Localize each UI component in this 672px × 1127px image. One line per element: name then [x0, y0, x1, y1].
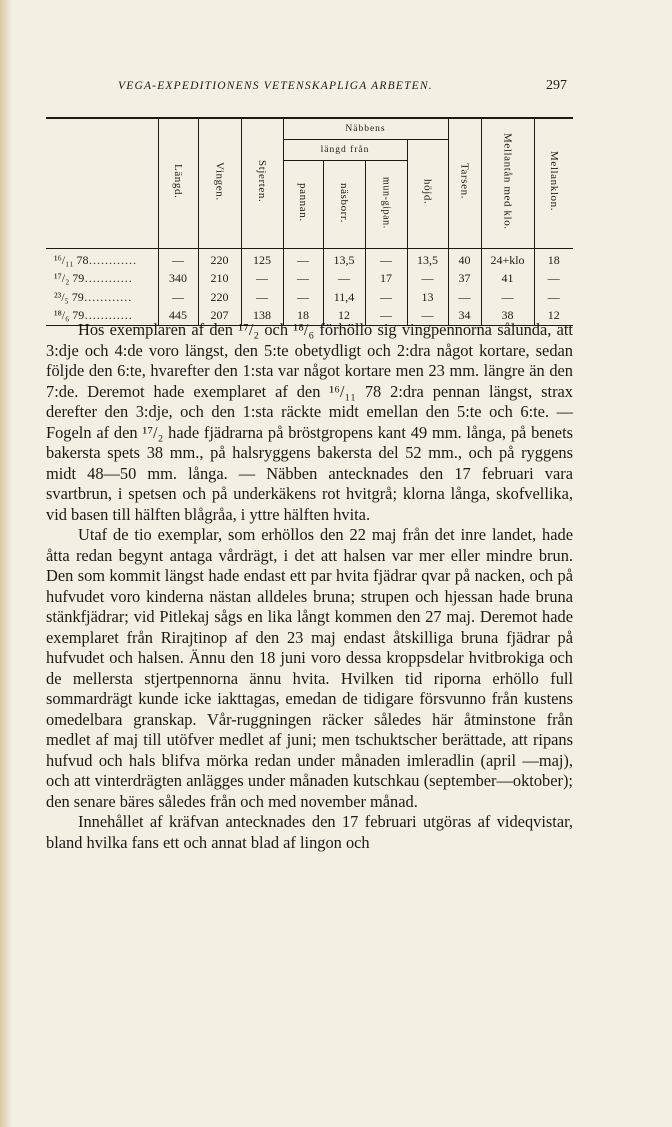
- col-header-mellanklon: Mellanklon.: [534, 118, 573, 249]
- cell-mungipan: —: [365, 307, 407, 326]
- cell-hojd: 13: [407, 288, 448, 307]
- cell-nasborr: 12: [323, 307, 365, 326]
- cell-stjerten: 125: [241, 249, 283, 270]
- cell-nasborr: —: [323, 270, 365, 289]
- col-header-stjerten: Stjerten.: [241, 118, 283, 249]
- row-date: ¹⁶/₁₁ 78…………: [54, 252, 137, 267]
- col-header-vingen: Vingen.: [198, 118, 241, 249]
- page-number: 297: [546, 78, 567, 93]
- cell-tarsen: 40: [448, 249, 481, 270]
- cell-vingen: 220: [198, 288, 241, 307]
- cell-mungipan: —: [365, 249, 407, 270]
- cell-stjerten: —: [241, 288, 283, 307]
- row-date: ²³/₅ 79…………: [54, 289, 132, 304]
- cell-tarsen: —: [448, 288, 481, 307]
- cell-mellanklon: —: [534, 270, 573, 289]
- cell-tarsen: 37: [448, 270, 481, 289]
- cell-mellanklon: —: [534, 288, 573, 307]
- table-row: [46, 270, 573, 289]
- col-header-mungipan: mun-gipan.: [365, 161, 407, 249]
- measurement-table-wrapper: [46, 117, 573, 326]
- cell-pannan: —: [283, 270, 323, 289]
- cell-hojd: —: [407, 270, 448, 289]
- cell-vingen: 220: [198, 249, 241, 270]
- group-header-nabbens: Näbbens: [283, 118, 448, 140]
- cell-hojd: —: [407, 307, 448, 326]
- paragraph-spring-moult: Utaf de tio exemplar, som erhöllos den 22 maj från det inre landet, hade åtta redan begynt antaga vårdrägt, i det att halsen var mer eller mindre brun. Den som kommit längst hade endast ett par hvita fjädrar qvar på nacken, och på hufvudet voro kinderna nästan alldeles bruna; strupen och hjessan hade bruna stänkfjädrar; vid Pitlekaj sågs en lika långt kommen den 27 maj. Deremot hade exemplaret från Rirajtinop af den 23 maj endast åtskilliga bruna fjädrar på hufvudet och halsen. Ännu den 18 juni voro dessa kroppsdelar hvitbrokiga och de mellersta stjertpennorna ännu hvita. Hvilken tid riporna erhöllo full sommardrägt kunde icke iakttagas, emedan de tidigare försvunno från kustens omedelbara granskap. Vår-ruggningen räcker således här åtminstone från medlet af maj till utöfver medlet af juni; men tschuktscher berättade, att ripans hufvud och hals blifva mörka redan under månaden imleradlin (april —maj), och att vinterdrägten anlägges under månaden kutschkau (september—oktober); den senare bäres således från och med november månad.: [46, 525, 573, 811]
- cell-nasborr: 13,5: [323, 249, 365, 270]
- cell-stjerten: 138: [241, 307, 283, 326]
- cell-mellantan: 41: [481, 270, 534, 289]
- cell-hojd: 13,5: [407, 249, 448, 270]
- cell-langd: —: [158, 288, 198, 307]
- col-header-pannan: pannan.: [283, 161, 323, 249]
- table-row: [46, 288, 573, 307]
- col-header-langd: Längd.: [158, 118, 198, 249]
- col-header-hojd: höjd.: [407, 140, 448, 249]
- cell-mellantan: —: [481, 288, 534, 307]
- measurement-table: [46, 117, 573, 326]
- running-title: VEGA-EXPEDITIONENS VETENSKAPLIGA ARBETEN.: [118, 80, 433, 92]
- cell-nasborr: 11,4: [323, 288, 365, 307]
- cell-mungipan: 17: [365, 270, 407, 289]
- cell-langd: 340: [158, 270, 198, 289]
- table-row: [46, 249, 573, 270]
- cell-langd: —: [158, 249, 198, 270]
- body-text: [46, 320, 573, 853]
- cell-mellantan: 24+klo: [481, 249, 534, 270]
- row-date: ¹⁷/₂ 79…………: [54, 271, 133, 286]
- col-header-tarsen: Tarsen.: [448, 118, 481, 249]
- subgroup-header-langd-fran: längd från: [283, 140, 407, 161]
- cell-mellanklon: 12: [534, 307, 573, 326]
- cell-pannan: —: [283, 249, 323, 270]
- paragraph-crop-contents: Innehållet af kräfvan antecknades den 17 februari utgöras af videqvistar, bland hvilka fans ett och annat blad af lingon och: [46, 812, 573, 852]
- cell-tarsen: 34: [448, 307, 481, 326]
- row-date: ¹⁸/₆ 79…………: [54, 308, 133, 323]
- cell-pannan: —: [283, 288, 323, 307]
- cell-stjerten: —: [241, 270, 283, 289]
- cell-mellantan: 38: [481, 307, 534, 326]
- col-header-nasborr: näsborr.: [323, 161, 365, 249]
- cell-pannan: 18: [283, 307, 323, 326]
- page-edge-shading: [0, 0, 12, 1127]
- date-column-header: [46, 118, 158, 249]
- paragraph-wing-feathers: Hos exemplaren af den ¹⁷/₂ och ¹⁸/₆ förhöllo sig vingpennorna sålunda, att 3:dje och 4:de voro längst, den 5:te obetydligt och 2:dra något kortare, sedan följde den 6:te, hvarefter den 1:sta var något kortare men 23 mm. längre än den 7:de. Deremot hade exemplaret af den ¹⁶/₁₁ 78 2:dra pennan längst, strax derefter den 3:dje, och den 1:sta räckte midt emellan den 5:te och 6:te. — Fogeln af den ¹⁷/₂ hade fjädrarna på bröstgropens kant 49 mm. långa, på benets bakersta spets 38 mm., på halsryggens bakersta del 52 mm., och på ryggens midt 48—50 mm. långa. — Näbben antecknades den 17 februari vara svartbrun, i spetsen och på underkäkens rot hvitgrå; klorna långa, skofvellika, vid basen till hälften blågråa, i yttre hälften hvita.: [46, 320, 573, 524]
- cell-vingen: 210: [198, 270, 241, 289]
- cell-langd: 445: [158, 307, 198, 326]
- col-header-mellantan: Mellantån med klo.: [481, 118, 534, 249]
- cell-mungipan: —: [365, 288, 407, 307]
- cell-mellanklon: 18: [534, 249, 573, 270]
- cell-vingen: 207: [198, 307, 241, 326]
